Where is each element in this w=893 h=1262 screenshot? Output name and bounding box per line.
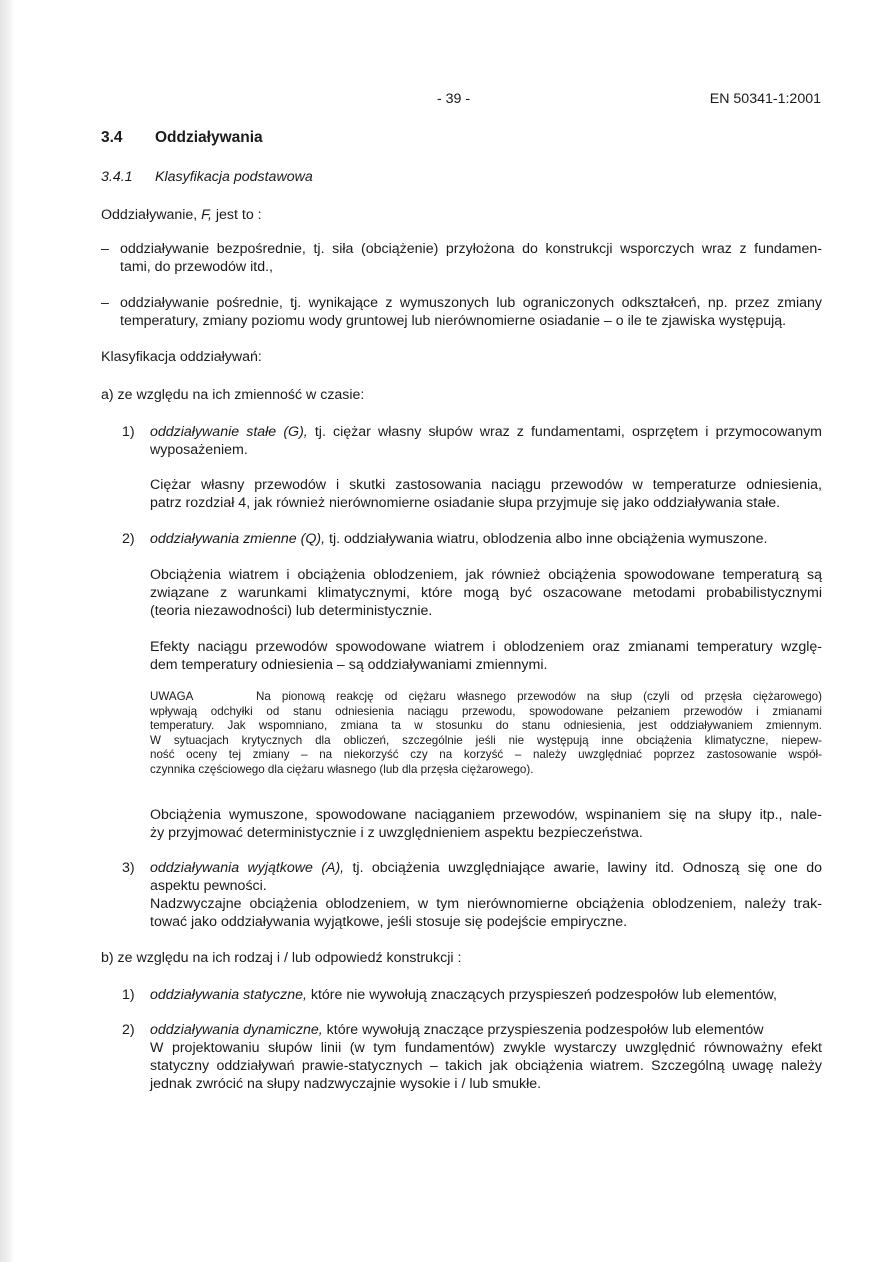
subsection-number: 3.4.1 — [101, 169, 133, 185]
bullet-marker: – — [101, 241, 109, 257]
item-number: 1) — [122, 987, 135, 1003]
note-label: UWAGA — [150, 690, 194, 703]
variable-actions-tension: Efekty naciągu przewodów spowodowane wiatrem i oblodzeniem oraz zmianami temperatury wzglę- dem temperatury odniesienia – są oddziaływaniami zmiennymi. — [150, 639, 822, 673]
intro-paragraph: Oddziaływanie, F, jest to : — [101, 207, 262, 223]
item-permanent-actions: oddziaływanie stałe (G), tj. ciężar własny słupów wraz z fundamentami, osprzętem i przymocowanym wyposażeniem. — [150, 424, 822, 458]
item-number: 2) — [122, 531, 135, 547]
item-accidental-actions: oddziaływania wyjątkowe (A), tj. obciążenia uwzględniające awarie, lawiny itd. Odnoszą się one do aspektu pewności. Nadzwyczajne obciążenia oblodzeniem, w tym nierównomierne obciążenia oblodzeniem, należy trak- tować jako oddziaływania wyjątkowe, jeśli stosuje się podejście empiryczne. — [150, 860, 822, 930]
note-block: UWAGA Na pionową reakcję od ciężaru własnego przewodów na słup (czyli od przęsła ciężarowego) wpływają odchyłki od stanu odniesienia naciągu przewodu, spowodowane pełzaniem przewodów i zmianami temperatury. Jak wspomniano, zmiana ta w stosunku do stanu odniesienia, jest oddziaływaniem zmiennym. W sytuacjach krytycznych dla obliczeń, szczególnie jeśli nie występują inne obciążenia klimatyczne, niepew- ność oceny tej zmiany – na niekorzyść czy na korzyść – należy uwzględniać poprzez zastosowanie współ- czynnika częściowego dla ciężaru własnego (lub dla przęsła ciężarowego). — [150, 690, 822, 776]
item-number: 1) — [122, 424, 135, 440]
permanent-actions-detail: Ciężar własny przewodów i skutki zastosowania naciągu przewodów w temperaturze odniesienia, patrz rozdział 4, jak również nierównomierne osiadanie słupa przyjmuje się jako oddziaływania stałe. — [150, 477, 822, 511]
item-variable-actions: oddziaływania zmienne (Q), tj. oddziaływania wiatru, oblodzenia albo inne obciążenia wymuszone. — [150, 531, 768, 547]
item-dynamic-actions: oddziaływania dynamiczne, które wywołują znaczące przyspieszenia podzespołów lub elementów W projektowaniu słupów linii (w tym fundamentów) zwykle wystarczy uwzględnić równoważny efekt statyczny oddziaływań prawie-statycznych – takich jak obciążenia wiatrem. Szczególną uwagę należy jednak zwrócić na słupy nadzwyczajnie wysokie i / lub smukłe. — [150, 1022, 822, 1092]
bullet-item-indirect: oddziaływanie pośrednie, tj. wynikające z wymuszonych lub ograniczonych odkształceń, np. przez zmiany temperatury, zmiany poziomu wody gruntowej lub nierównomierne osiadanie – o ile te zjawiska występują. — [120, 295, 822, 329]
document-id: EN 50341-1:2001 — [709, 91, 821, 107]
group-a-label: a) ze względu na ich zmienność w czasie: — [101, 387, 365, 403]
variable-actions-climatic: Obciążenia wiatrem i obciążenia oblodzeniem, jak również obciążenia spowodowane temperaturą są związane z warunkami klimatycznymi, które mogą być oszacowane metodami probabilistycznymi (teoria niezawodności) lub deterministycznie. — [150, 567, 822, 619]
section-title: Oddziaływania — [155, 129, 263, 146]
section-number: 3.4 — [101, 129, 123, 146]
item-static-actions: oddziaływania statyczne, które nie wywołują znaczących przyspieszeń podzespołów lub elementów, — [150, 987, 777, 1003]
page-number: - 39 - — [437, 91, 471, 107]
scan-edge-shadow — [0, 0, 14, 1262]
classification-heading: Klasyfikacja oddziaływań: — [101, 349, 262, 365]
group-b-label: b) ze względu na ich rodzaj i / lub odpowiedź konstrukcji : — [101, 950, 462, 966]
variable-actions-imposed: Obciążenia wymuszone, spowodowane naciąganiem przewodów, wspinaniem się na słupy itp., nale- ży przyjmować deterministycznie i z uwzględnieniem aspektu bezpieczeństwa. — [150, 807, 822, 841]
item-number: 2) — [122, 1022, 135, 1038]
bullet-item-direct: oddziaływanie bezpośrednie, tj. siła (obciążenie) przyłożona do konstrukcji wsporczych wraz z fundamen- tami, do przewodów itd., — [120, 241, 822, 275]
subsection-title: Klasyfikacja podstawowa — [155, 169, 313, 185]
item-number: 3) — [122, 860, 135, 876]
bullet-marker: – — [101, 295, 109, 311]
